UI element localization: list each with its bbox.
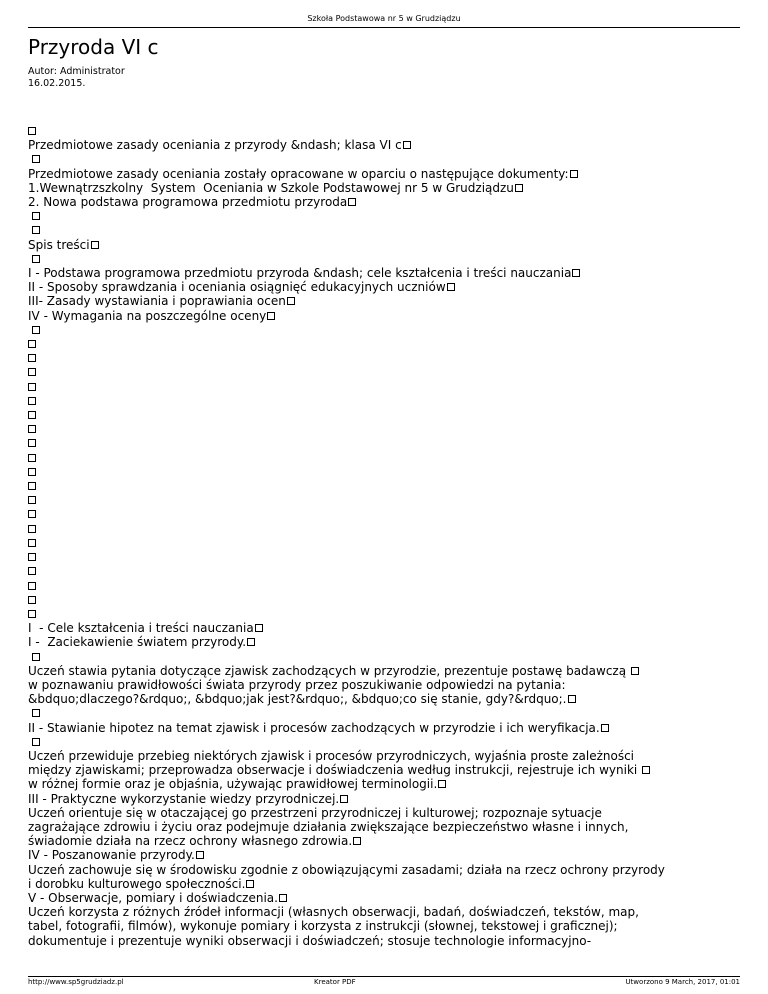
text-line: [28, 550, 740, 564]
text-line: [28, 792, 740, 806]
text-line: [28, 777, 740, 791]
missing-glyph-icon: [246, 880, 254, 888]
text-line: [28, 152, 740, 166]
missing-glyph-icon: [28, 553, 36, 561]
missing-glyph-icon: [32, 709, 40, 717]
line-text: w różnej formie oraz je objaśnia, używając prawidłowej terminologii.: [28, 777, 438, 792]
text-line: [28, 309, 740, 323]
missing-glyph-icon: [255, 624, 263, 632]
line-text: Uczeń stawia pytania dotyczące zjawisk zachodzących w przyrodzie, prezentuje postawę badawczą: [28, 663, 630, 678]
line-text: zagrażające zdrowiu i życiu oraz podejmuje działania zwiększające bezpieczeństwo własne i innych,: [28, 819, 629, 834]
missing-glyph-icon: [279, 894, 287, 902]
missing-glyph-icon: [247, 638, 255, 646]
text-line: [28, 635, 740, 649]
line-text: w poznawaniu prawidłowości świata przyrody przez poszukiwanie odpowiedzi na pytania:: [28, 677, 566, 692]
text-line: [28, 394, 740, 408]
line-text: 1.Wewnątrzszkolny System Oceniania w Szkole Podstawowej nr 5 w Grudziądzu: [28, 180, 514, 195]
missing-glyph-icon: [28, 340, 36, 348]
text-line: [28, 848, 740, 862]
missing-glyph-icon: [353, 837, 361, 845]
missing-glyph-icon: [28, 582, 36, 590]
line-text: III - Praktyczne wykorzystanie wiedzy przyrodniczej.: [28, 791, 340, 806]
missing-glyph-icon: [642, 766, 650, 774]
line-text: świadomie działa na rzecz ochrony własnego zdrowia.: [28, 834, 353, 849]
text-line: [28, 664, 740, 678]
text-line: [28, 536, 740, 550]
text-line: [28, 607, 740, 621]
text-line: [28, 408, 740, 422]
missing-glyph-icon: [91, 241, 99, 249]
missing-glyph-icon: [348, 198, 356, 206]
text-line: [28, 238, 740, 252]
missing-glyph-icon: [28, 539, 36, 547]
missing-glyph-icon: [28, 454, 36, 462]
text-line: [28, 451, 740, 465]
missing-glyph-icon: [28, 468, 36, 476]
text-line: [28, 479, 740, 493]
footer-generator: Kreator PDF: [314, 978, 356, 986]
missing-glyph-icon: [568, 695, 576, 703]
page-header: Szkoła Podstawowa nr 5 w Grudziądzu: [307, 14, 461, 23]
text-line: [28, 294, 740, 308]
text-line: [28, 351, 740, 365]
missing-glyph-icon: [631, 667, 639, 675]
text-line: [28, 692, 740, 706]
line-text: dokumentuje i prezentuje wyniki obserwacji i doświadczeń; stosuje technologie informacyjno-: [28, 933, 592, 948]
missing-glyph-icon: [32, 653, 40, 661]
missing-glyph-icon: [28, 397, 36, 405]
missing-glyph-icon: [267, 312, 275, 320]
text-line: [28, 579, 740, 593]
text-line: [28, 820, 740, 834]
footer-url: http://www.sp5grudziadz.pl: [28, 978, 124, 986]
line-text: IV - Poszanowanie przyrody.: [28, 848, 195, 863]
text-line: [28, 380, 740, 394]
line-text: Uczeń orientuje się w otaczającej go przestrzeni przyrodniczej i kulturowej; rozpoznaje sytuacje: [28, 805, 602, 820]
text-line: [28, 721, 740, 735]
text-line: [28, 763, 740, 777]
line-text: Przedmiotowe zasady oceniania zostały opracowane w oparciu o następujące dokumenty:: [28, 166, 569, 181]
document-meta: [28, 66, 125, 90]
text-line: [28, 522, 740, 536]
footer-created: Utworzono 9 March, 2017, 01:01: [625, 978, 740, 986]
missing-glyph-icon: [196, 851, 204, 859]
missing-glyph-icon: [28, 383, 36, 391]
text-line: [28, 280, 740, 294]
missing-glyph-icon: [572, 269, 580, 277]
missing-glyph-icon: [340, 795, 348, 803]
document-body: [28, 124, 740, 948]
line-text: II - Stawianie hipotez na temat zjawisk i procesów zachodzących w przyrodzie i ich weryfikacja.: [28, 720, 600, 735]
text-line: [28, 877, 740, 891]
text-line: [28, 138, 740, 152]
missing-glyph-icon: [28, 354, 36, 362]
text-line: [28, 209, 740, 223]
text-line: [28, 934, 740, 948]
missing-glyph-icon: [28, 510, 36, 518]
line-text: &bdquo;dlaczego?&rdquo;, &bdquo;jak jest?&rdquo;, &bdquo;co się stanie, gdy?&rdquo;.: [28, 692, 567, 707]
line-text: I - Cele kształcenia i treści nauczania: [28, 621, 254, 636]
header-divider: [28, 27, 740, 28]
text-line: [28, 905, 740, 919]
text-line: [28, 181, 740, 195]
missing-glyph-icon: [28, 610, 36, 618]
missing-glyph-icon: [403, 141, 411, 149]
text-line: [28, 266, 740, 280]
line-text: V - Obserwacje, pomiary i doświadczenia.: [28, 890, 278, 905]
line-text: między zjawiskami; przeprowadza obserwacje i doświadczenia według instrukcji, rejestruje ich wyniki: [28, 763, 642, 778]
text-line: [28, 422, 740, 436]
text-line: [28, 863, 740, 877]
text-line: [28, 834, 740, 848]
text-line: [28, 564, 740, 578]
missing-glyph-icon: [28, 127, 36, 135]
missing-glyph-icon: [32, 226, 40, 234]
missing-glyph-icon: [28, 482, 36, 490]
line-text: Uczeń przewiduje przebieg niektórych zjawisk i procesów przyrodniczych, wyjaśnia proste zależności: [28, 748, 635, 763]
text-line: [28, 337, 740, 351]
missing-glyph-icon: [32, 738, 40, 746]
missing-glyph-icon: [28, 411, 36, 419]
text-line: [28, 678, 740, 692]
missing-glyph-icon: [28, 368, 36, 376]
document-title: Przyroda VI c: [28, 35, 159, 59]
missing-glyph-icon: [28, 525, 36, 533]
text-line: [28, 621, 740, 635]
text-line: [28, 507, 740, 521]
missing-glyph-icon: [515, 184, 523, 192]
text-line: [28, 465, 740, 479]
text-line: [28, 806, 740, 820]
text-line: [28, 365, 740, 379]
missing-glyph-icon: [32, 212, 40, 220]
line-text: I - Zaciekawienie światem przyrody.: [28, 635, 247, 650]
text-line: [28, 593, 740, 607]
missing-glyph-icon: [447, 283, 455, 291]
missing-glyph-icon: [28, 425, 36, 433]
text-line: [28, 919, 740, 933]
text-line: [28, 493, 740, 507]
missing-glyph-icon: [32, 255, 40, 263]
line-text: Przedmiotowe zasady oceniania z przyrody &ndash; klasa VI c: [28, 138, 402, 153]
line-text: I - Podstawa programowa przedmiotu przyroda &ndash; cele kształcenia i treści nauczania: [28, 266, 572, 281]
line-text: IV - Wymagania na poszczególne oceny: [28, 308, 267, 323]
missing-glyph-icon: [32, 155, 40, 163]
text-line: [28, 195, 740, 209]
text-line: [28, 124, 740, 138]
missing-glyph-icon: [438, 780, 446, 788]
line-text: III- Zasady wystawiania i poprawiania ocen: [28, 294, 286, 309]
missing-glyph-icon: [28, 496, 36, 504]
missing-glyph-icon: [28, 439, 36, 447]
text-line: [28, 223, 740, 237]
date-line: 16.02.2015.: [28, 78, 86, 89]
text-line: [28, 650, 740, 664]
text-line: [28, 735, 740, 749]
missing-glyph-icon: [570, 170, 578, 178]
line-text: II - Sposoby sprawdzania i oceniania osiągnięć edukacyjnych uczniów: [28, 280, 446, 295]
line-text: i dorobku kulturowego społeczności.: [28, 876, 246, 891]
line-text: Spis treści: [28, 237, 90, 252]
line-text: Uczeń zachowuje się w środowisku zgodnie z obowiązującymi zasadami; działa na rzecz ochrony przyrody: [28, 862, 665, 877]
text-line: [28, 167, 740, 181]
text-line: [28, 252, 740, 266]
missing-glyph-icon: [601, 724, 609, 732]
text-line: [28, 891, 740, 905]
missing-glyph-icon: [32, 326, 40, 334]
missing-glyph-icon: [287, 297, 295, 305]
text-line: [28, 706, 740, 720]
missing-glyph-icon: [28, 567, 36, 575]
text-line: [28, 436, 740, 450]
footer-divider: [28, 976, 740, 977]
missing-glyph-icon: [28, 596, 36, 604]
line-text: Uczeń korzysta z różnych źródeł informacji (własnych obserwacji, badań, doświadczeń, tekstów, map,: [28, 905, 639, 920]
author-line: Autor: Administrator: [28, 66, 125, 77]
text-line: [28, 323, 740, 337]
text-line: [28, 749, 740, 763]
line-text: tabel, fotografii, filmów), wykonuje pomiary i korzysta z instrukcji (słownej, tekstowej i graficznej);: [28, 919, 618, 934]
line-text: 2. Nowa podstawa programowa przedmiotu przyroda: [28, 195, 348, 210]
